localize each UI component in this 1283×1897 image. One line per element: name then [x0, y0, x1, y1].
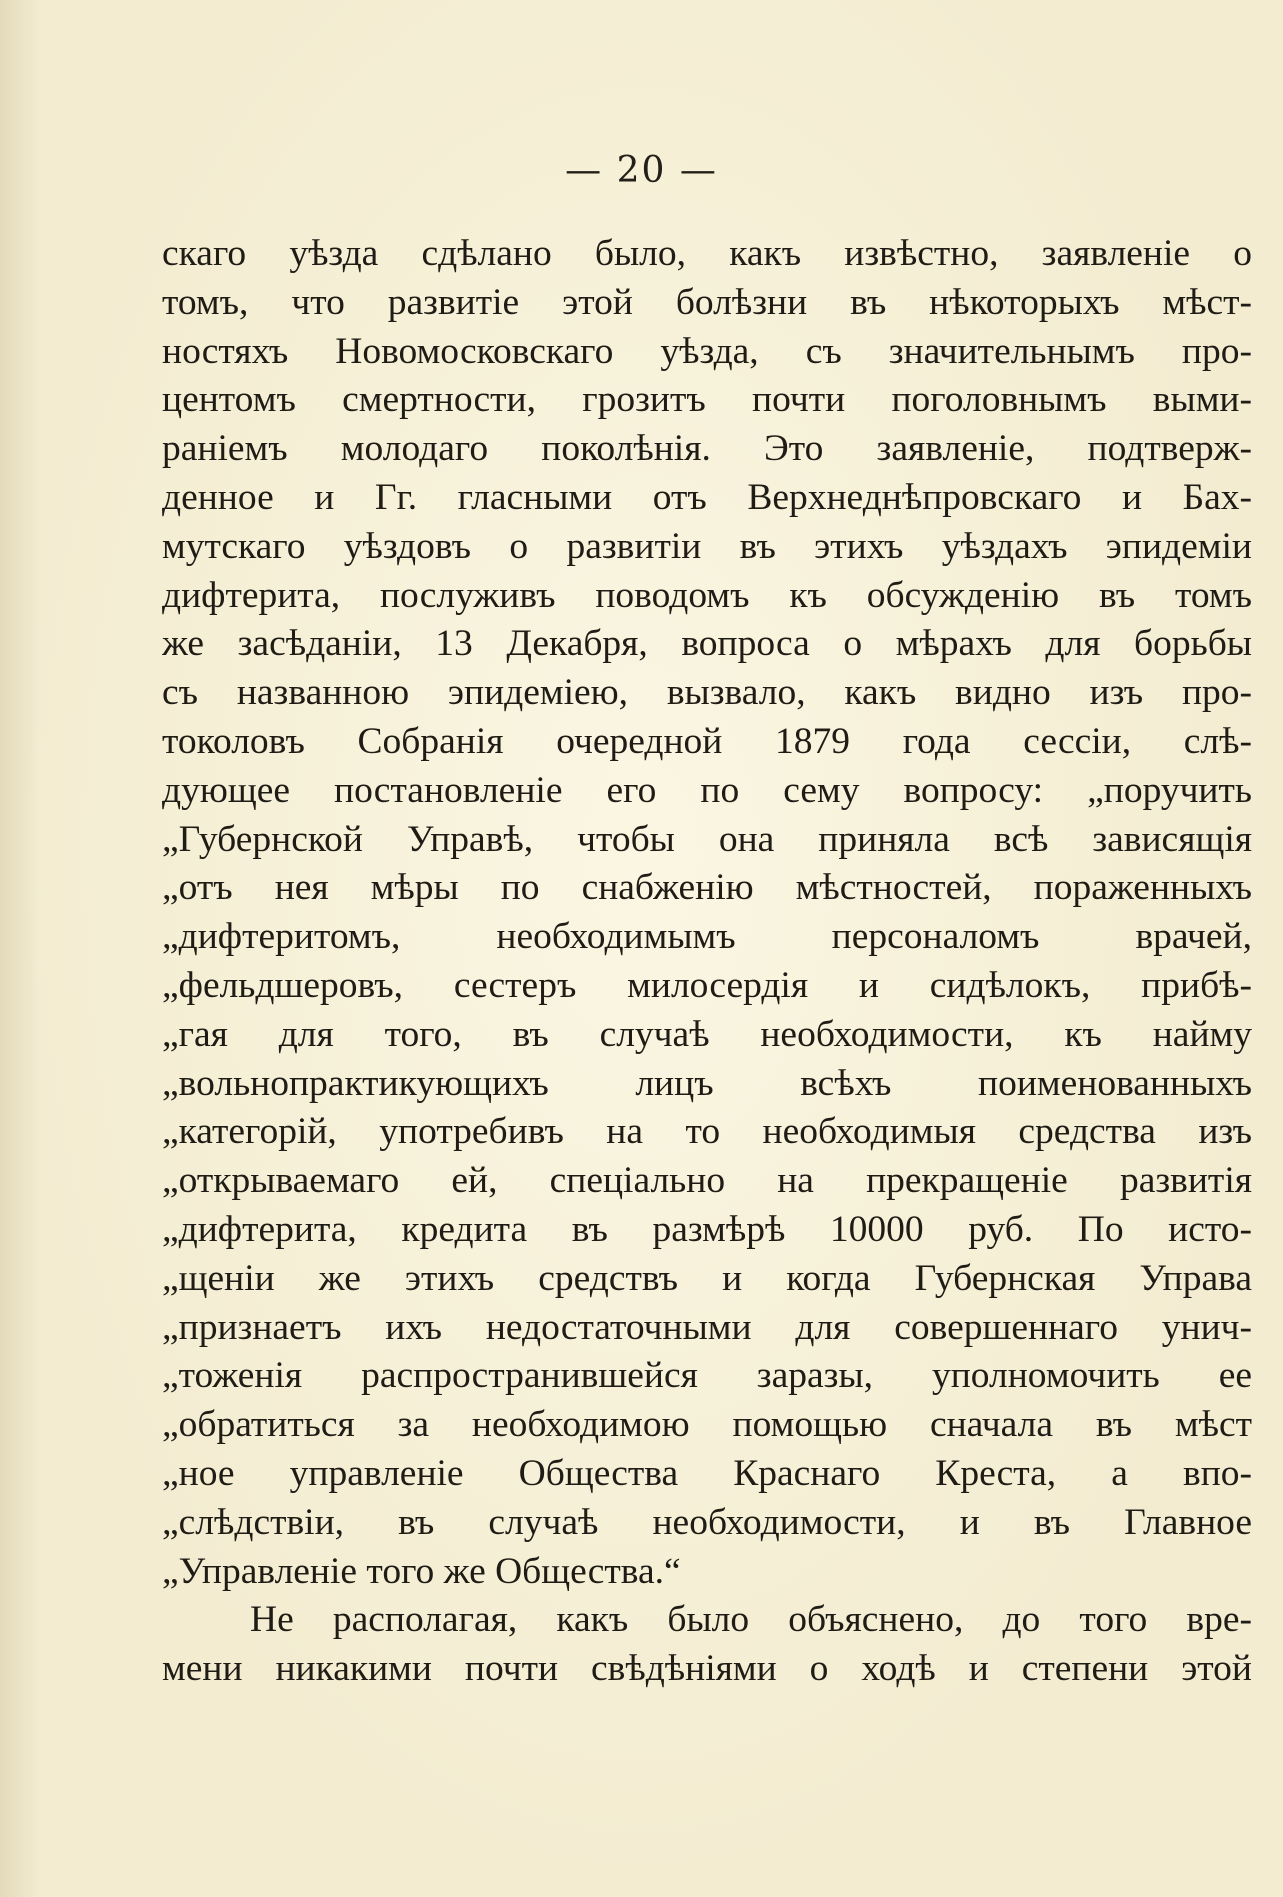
text-line: „гая для того, въ случаѣ необходимости, къ найму — [162, 1013, 1252, 1055]
page-number: — 20 — — [565, 150, 718, 191]
text-line: „отъ нея мѣры по снабженію мѣстностей, пораженныхъ — [162, 867, 1252, 909]
text-line: дифтерита, послуживъ поводомъ къ обсужденію въ томъ — [162, 574, 1252, 616]
text-line: „обратиться за необходимою помощью сначала въ мѣст — [162, 1404, 1252, 1446]
text-line: денное и Гг. гласными отъ Верхнеднѣпровскаго и Бах- — [162, 476, 1252, 518]
text-line: „признаетъ ихъ недостаточными для совершеннаго унич- — [162, 1306, 1252, 1348]
text-line: мутскаго уѣздовъ о развитіи въ этихъ уѣздахъ эпидеміи — [162, 525, 1252, 567]
text-line: „Управленіе того же Общества.“ — [162, 1550, 681, 1592]
text-line: скаго уѣзда сдѣлано было, какъ извѣстно, заявленіе о — [162, 233, 1252, 274]
text-line: токоловъ Собранія очередной 1879 года сессіи, слѣ- — [162, 720, 1252, 762]
text-line: мени никакими почти свѣдѣніями о ходѣ и степени этой — [162, 1648, 1252, 1690]
text-line: раніемъ молодаго поколѣнія. Это заявленіе, подтверж- — [162, 428, 1252, 470]
text-line: „дифтерита, кредита въ размѣрѣ 10000 руб. По исто- — [162, 1208, 1252, 1250]
text-line: „вольнопрактикующихъ лицъ всѣхъ поименованныхъ — [162, 1062, 1252, 1104]
text-line: дующее постановленіе его по сему вопросу: „поручить — [162, 769, 1252, 811]
text-line: „тоженія распространившейся заразы, уполномочить ее — [162, 1355, 1252, 1397]
text-line: „Губернской Управѣ, чтобы она приняла всѣ зависящія — [162, 818, 1252, 860]
text-line: „слѣдствіи, въ случаѣ необходимости, и въ Главное — [162, 1501, 1252, 1543]
text-line: Не располагая, какъ было объяснено, до того вре- — [250, 1599, 1252, 1641]
body-text — [162, 230, 1252, 1694]
text-line: центомъ смертности, грозитъ почти поголовнымъ выми- — [162, 379, 1252, 421]
text-line: „щеніи же этихъ средствъ и когда Губернская Управа — [162, 1257, 1252, 1299]
text-line: ностяхъ Новомосковскаго уѣзда, съ значительнымъ про- — [162, 330, 1252, 372]
text-line: „категорій, употребивъ на то необходимыя средства изъ — [162, 1111, 1252, 1153]
text-line: съ названною эпидеміею, вызвало, какъ видно изъ про- — [162, 672, 1252, 714]
text-line: же засѣданіи, 13 Декабря, вопроса о мѣрахъ для борьбы — [162, 623, 1252, 665]
text-line: „дифтеритомъ, необходимымъ персоналомъ врачей, — [162, 916, 1252, 958]
text-line: „открываемаго ей, спеціально на прекращеніе развитія — [162, 1160, 1252, 1202]
text-line: „фельдшеровъ, сестеръ милосердія и сидѣлокъ, прибѣ- — [162, 964, 1252, 1006]
text-line: „ное управленіе Общества Краснаго Креста, а впо- — [162, 1452, 1252, 1494]
text-line: томъ, что развитіе этой болѣзни въ нѣкоторыхъ мѣст- — [162, 281, 1252, 323]
